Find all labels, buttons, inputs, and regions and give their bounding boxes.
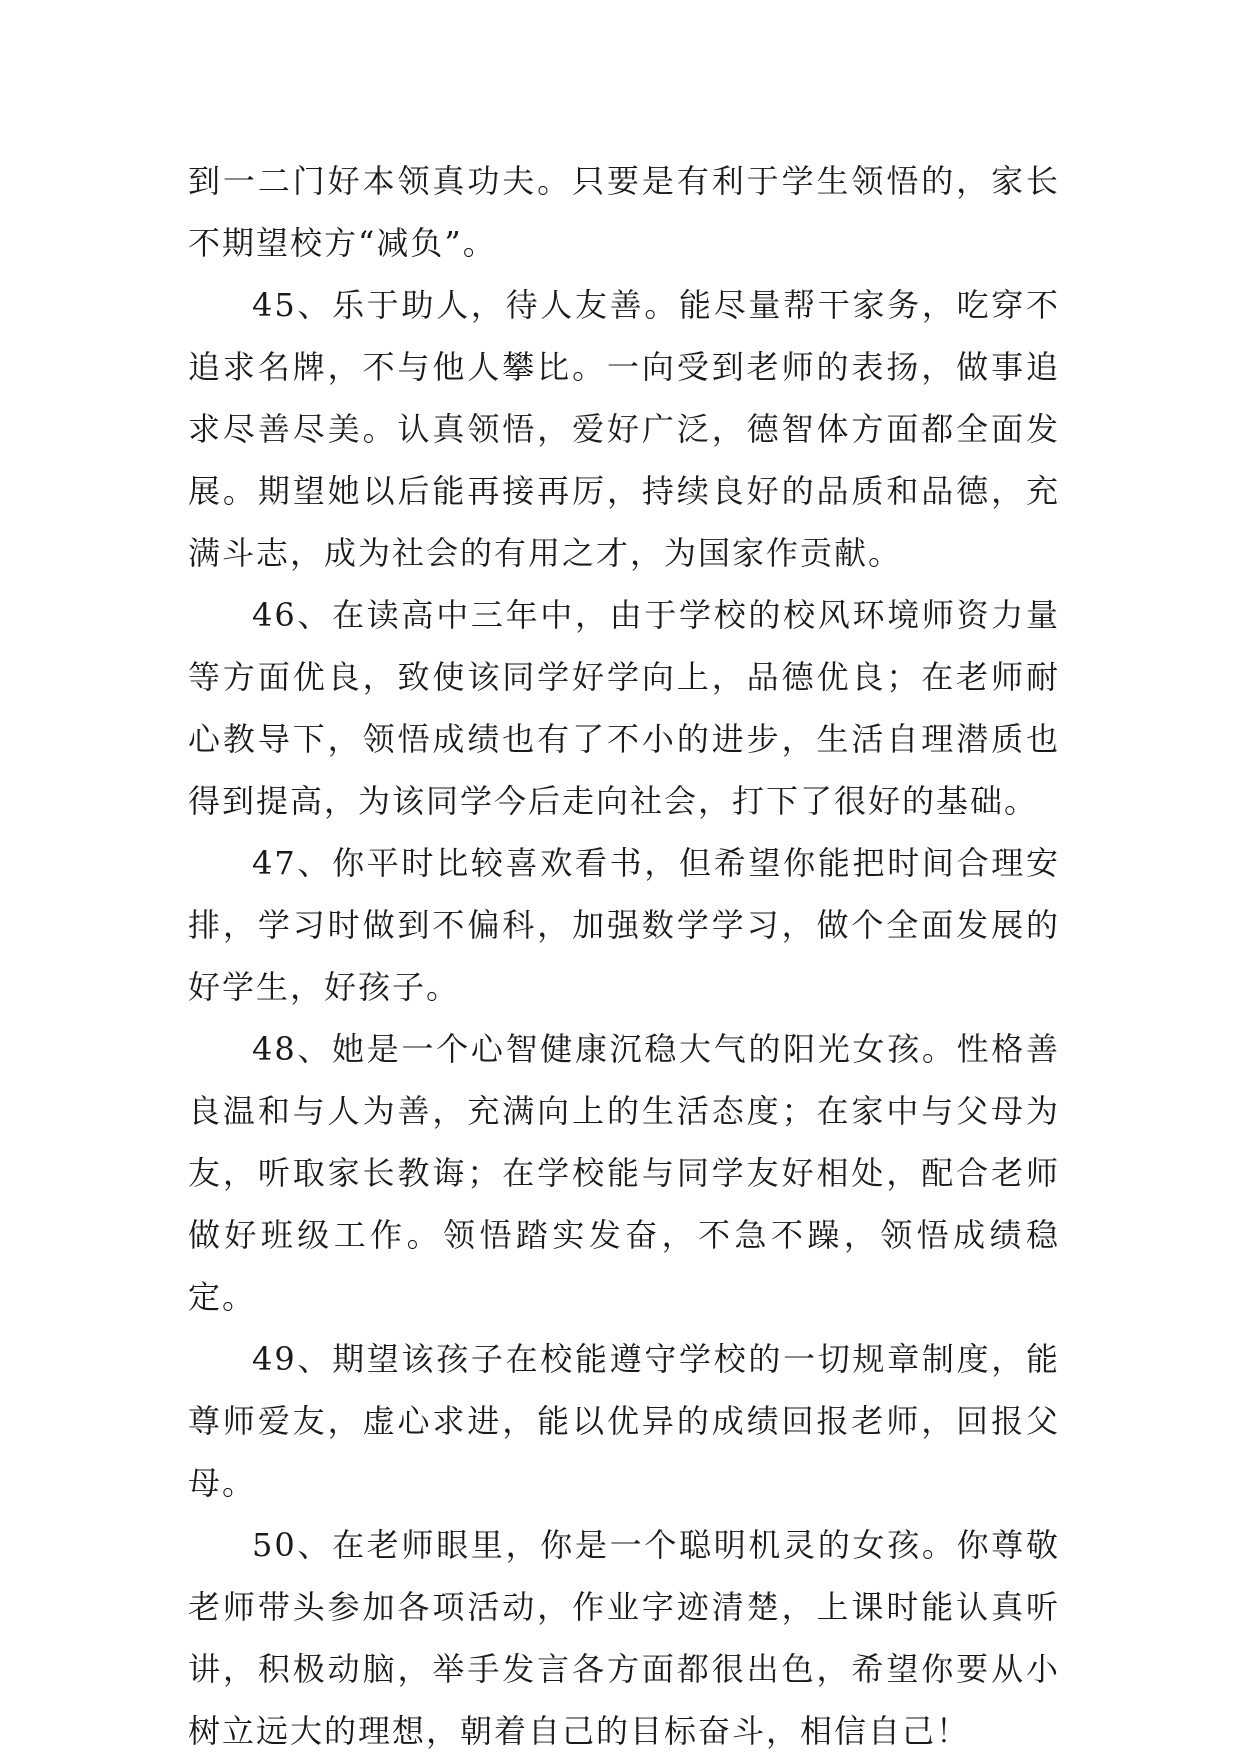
paragraph-item-50: 50、在老师眼里，你是一个聪明机灵的女孩。你尊敬老师带头参加各项活动，作业字迹清楚，上课时能认真听讲，积极动脑，举手发言各方面都很出色，希望你要从小树立远大的理想，朝着自己的目标奋斗，相信自己！	[188, 1526, 1060, 1750]
paragraph-item-45: 45、乐于助人，待人友善。能尽量帮干家务，吃穿不追求名牌，不与他人攀比。一向受到老师的表扬，做事追求尽善尽美。认真领悟，爱好广泛，德智体方面都全面发展。期望她以后能再接再厉，持续良好的品质和品德，充满斗志，成为社会的有用之才，为国家作贡献。	[188, 286, 1060, 572]
paragraph-item-48: 48、她是一个心智健康沉稳大气的阳光女孩。性格善良温和与人为善，充满向上的生活态度；在家中与父母为友，听取家长教诲；在学校能与同学友好相处，配合老师做好班级工作。领悟踏实发奋，不急不躁，领悟成绩稳定。	[188, 1030, 1060, 1316]
paragraph-item-46: 46、在读高中三年中，由于学校的校风环境师资力量等方面优良，致使该同学好学向上，品德优良；在老师耐心教导下，领悟成绩也有了不小的进步，生活自理潜质也得到提高，为该同学今后走向社会，打下了很好的基础。	[188, 596, 1060, 820]
document-body	[188, 150, 1060, 1762]
paragraph-continuation: 到一二门好本领真功夫。只要是有利于学生领悟的，家长不期望校方“减负”。	[188, 162, 1060, 262]
paragraph-item-47: 47、你平时比较喜欢看书，但希望你能把时间合理安排，学习时做到不偏科，加强数学学习，做个全面发展的好学生，好孩子。	[188, 844, 1060, 1006]
paragraph-item-49: 49、期望该孩子在校能遵守学校的一切规章制度，能尊师爱友，虚心求进，能以优异的成绩回报老师，回报父母。	[188, 1340, 1060, 1502]
